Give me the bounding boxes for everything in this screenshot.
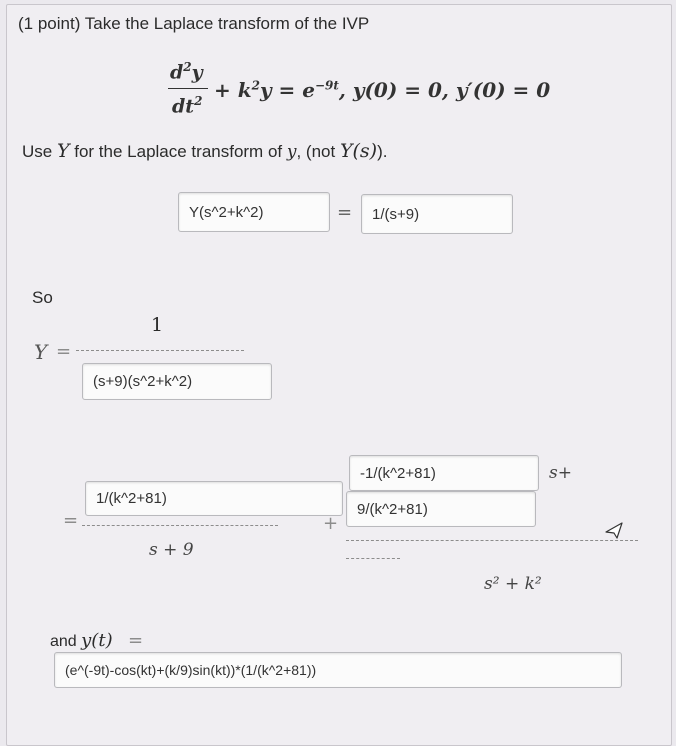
so-label: So [32,288,53,307]
eq1-equals-sign: = [337,202,353,223]
ode-numerator [170,60,203,83]
use-note-Ys: Y(s) [339,140,378,162]
use-note [22,140,387,162]
so-numerator: 1 [151,314,164,336]
ode-y: y [191,61,203,84]
s-plus-suffix: s+ [549,463,572,483]
second-fraction-bar-tail [346,558,400,559]
answer-equals-sign: = [128,630,144,651]
use-note-Y: Y [56,140,70,162]
ode-denominator [172,94,202,117]
ode-sup: 2 [251,78,260,93]
second-denominator: s² + k² [484,574,542,594]
y-of-t-answer-input[interactable]: (e^(-9t)-cos(kt)+(k/9)sin(kt))*(1/(k^2+81)) [54,652,622,688]
answer-label [50,630,113,651]
s-coefficient-input[interactable]: -1/(k^2+81) [349,455,539,491]
ode-y-eq-e: y = e [259,78,315,102]
second-fraction-bar [346,540,638,541]
so-Y-label: Y [34,340,48,364]
rhs-transform-input[interactable]: 1/(s+9) [361,194,513,234]
ode-d: d [170,61,184,84]
use-note-text: ). [377,142,388,161]
mouse-cursor-icon [604,520,626,542]
constant-term-input[interactable]: 9/(k^2+81) [346,491,536,527]
problem-intro: (1 point) Take the Laplace transform of the IVP [18,14,370,33]
ode-sup: 2 [183,60,192,74]
ode-dt: dt [172,95,195,118]
first-denominator: s + 9 [149,540,194,560]
use-note-text: Use [22,142,57,161]
so-fraction-bar [76,350,244,351]
answer-label-text: and [50,633,82,650]
ode-rest [214,78,550,102]
y-denominator-input[interactable]: (s+9)(s^2+k^2) [82,363,272,400]
first-fraction-bar [82,525,278,526]
pf-plus-sign: + [323,513,339,534]
first-numerator-input[interactable]: 1/(k^2+81) [85,481,343,516]
ode-sup: 2 [194,94,203,108]
use-note-text: , (not [296,142,340,161]
pf-equals-sign: = [63,510,79,531]
use-note-y: y [286,142,297,162]
ode-plus-k: + k [214,78,252,102]
lhs-transform-input[interactable]: Y(s^2+k^2) [178,192,330,232]
ode-fraction-bar [168,88,208,89]
ode-initial-conditions: , y(0) = 0, y′(0) = 0 [338,78,551,102]
answer-label-y: y(t) [81,630,113,651]
ode-exponent: −9t [314,78,339,93]
use-note-text: for the Laplace transform of [69,142,287,161]
so-equals-sign: = [56,341,72,362]
